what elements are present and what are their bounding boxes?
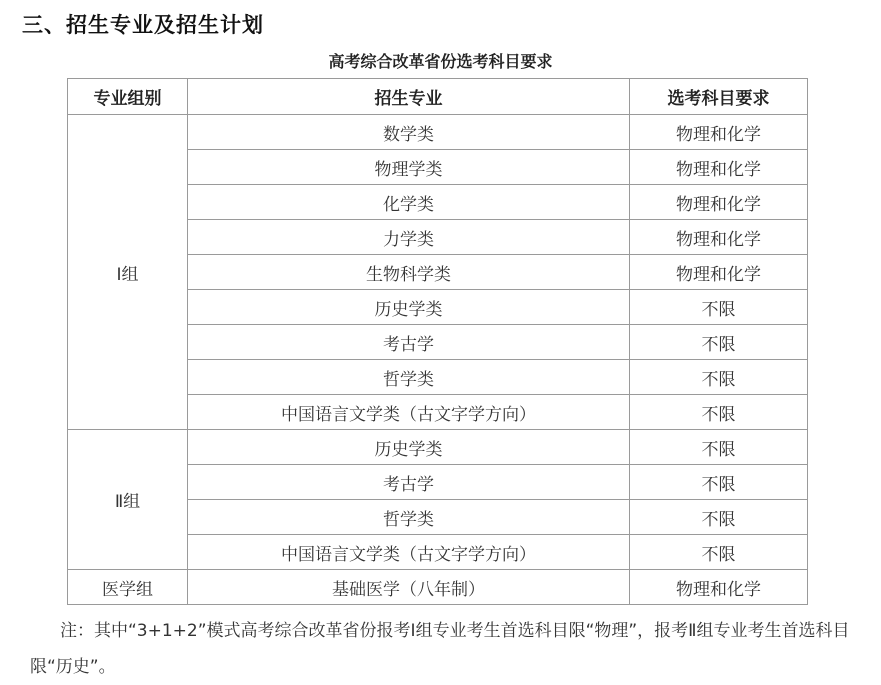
major-cell: 历史学类 <box>188 290 630 325</box>
major-cell: 考古学 <box>188 465 630 500</box>
header-requirement: 选考科目要求 <box>630 79 808 115</box>
requirement-cell: 物理和化学 <box>630 255 808 290</box>
requirement-cell: 物理和化学 <box>630 220 808 255</box>
table-row <box>68 430 808 465</box>
requirement-cell: 物理和化学 <box>630 150 808 185</box>
table-caption: 高考综合改革省份选考科目要求 <box>328 52 553 71</box>
requirement-cell: 不限 <box>630 360 808 395</box>
header-group: 专业组别 <box>68 79 188 115</box>
group-cell: Ⅰ组 <box>68 115 188 430</box>
group-cell: Ⅱ组 <box>68 430 188 570</box>
requirement-cell: 不限 <box>630 500 808 535</box>
footnote: 注：其中“3+1+2”模式高考综合改革省份报考Ⅰ组专业考生首选科目限“物理”，报考Ⅱ组专业考生首选科目限“历史”。 <box>30 621 850 677</box>
major-cell: 中国语言文学类（古文字学方向） <box>188 395 630 430</box>
major-cell: 数学类 <box>188 115 630 150</box>
requirement-cell: 不限 <box>630 325 808 360</box>
requirement-cell: 不限 <box>630 465 808 500</box>
requirement-cell: 不限 <box>630 290 808 325</box>
major-cell: 生物科学类 <box>188 255 630 290</box>
requirement-cell: 物理和化学 <box>630 115 808 150</box>
major-cell: 哲学类 <box>188 500 630 535</box>
requirement-cell: 不限 <box>630 395 808 430</box>
table-row <box>68 115 808 150</box>
table-header-row <box>68 79 808 115</box>
admission-table <box>67 78 808 605</box>
requirement-cell: 不限 <box>630 430 808 465</box>
requirement-cell: 不限 <box>630 535 808 570</box>
major-cell: 基础医学（八年制） <box>188 570 630 605</box>
header-major: 招生专业 <box>188 79 630 115</box>
major-cell: 力学类 <box>188 220 630 255</box>
table-row <box>68 570 808 605</box>
major-cell: 化学类 <box>188 185 630 220</box>
major-cell: 哲学类 <box>188 360 630 395</box>
major-cell: 中国语言文学类（古文字学方向） <box>188 535 630 570</box>
requirement-cell: 物理和化学 <box>630 185 808 220</box>
requirement-cell: 物理和化学 <box>630 570 808 605</box>
major-cell: 考古学 <box>188 325 630 360</box>
group-cell: 医学组 <box>68 570 188 605</box>
section-heading: 三、招生专业及招生计划 <box>22 13 264 37</box>
major-cell: 历史学类 <box>188 430 630 465</box>
major-cell: 物理学类 <box>188 150 630 185</box>
